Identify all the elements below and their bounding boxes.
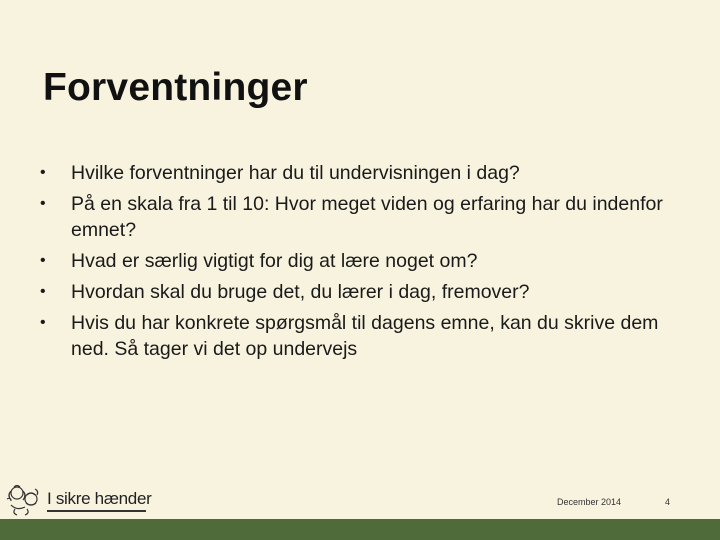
bullet-item	[40, 191, 680, 243]
footer-date: December 2014	[557, 497, 622, 507]
logo-text: I sikre hænder	[47, 489, 152, 508]
bullet-text: Hvilke forventninger har du til undervisningen i dag?	[71, 162, 520, 184]
bullet-text: Hvis du har konkrete spørgsmål til dagens emne, kan du skrive dem ned. Så tager vi det op undervejs	[71, 312, 659, 360]
bullet-dot: •	[40, 283, 46, 300]
slide-title: Forventninger	[43, 66, 308, 109]
bullet-dot: •	[40, 164, 46, 181]
footer-bar	[0, 519, 720, 540]
bullet-item	[40, 248, 680, 274]
page-number: 4	[665, 497, 671, 507]
bullet-text: Hvad er særlig vigtigt for dig at lære noget om?	[71, 250, 478, 272]
bullet-item	[40, 160, 680, 186]
bullet-dot: •	[40, 314, 46, 331]
bullet-list	[40, 160, 680, 367]
bullet-text: På en skala fra 1 til 10: Hvor meget viden og erfaring har du indenfor emnet?	[71, 193, 663, 241]
bullet-item	[40, 279, 680, 305]
bullet-item	[40, 310, 680, 362]
bullet-text: Hvordan skal du bruge det, du lærer i dag, fremover?	[71, 281, 530, 303]
bullet-dot: •	[40, 195, 46, 212]
bullet-dot: •	[40, 252, 46, 269]
logo-underline	[47, 510, 146, 512]
